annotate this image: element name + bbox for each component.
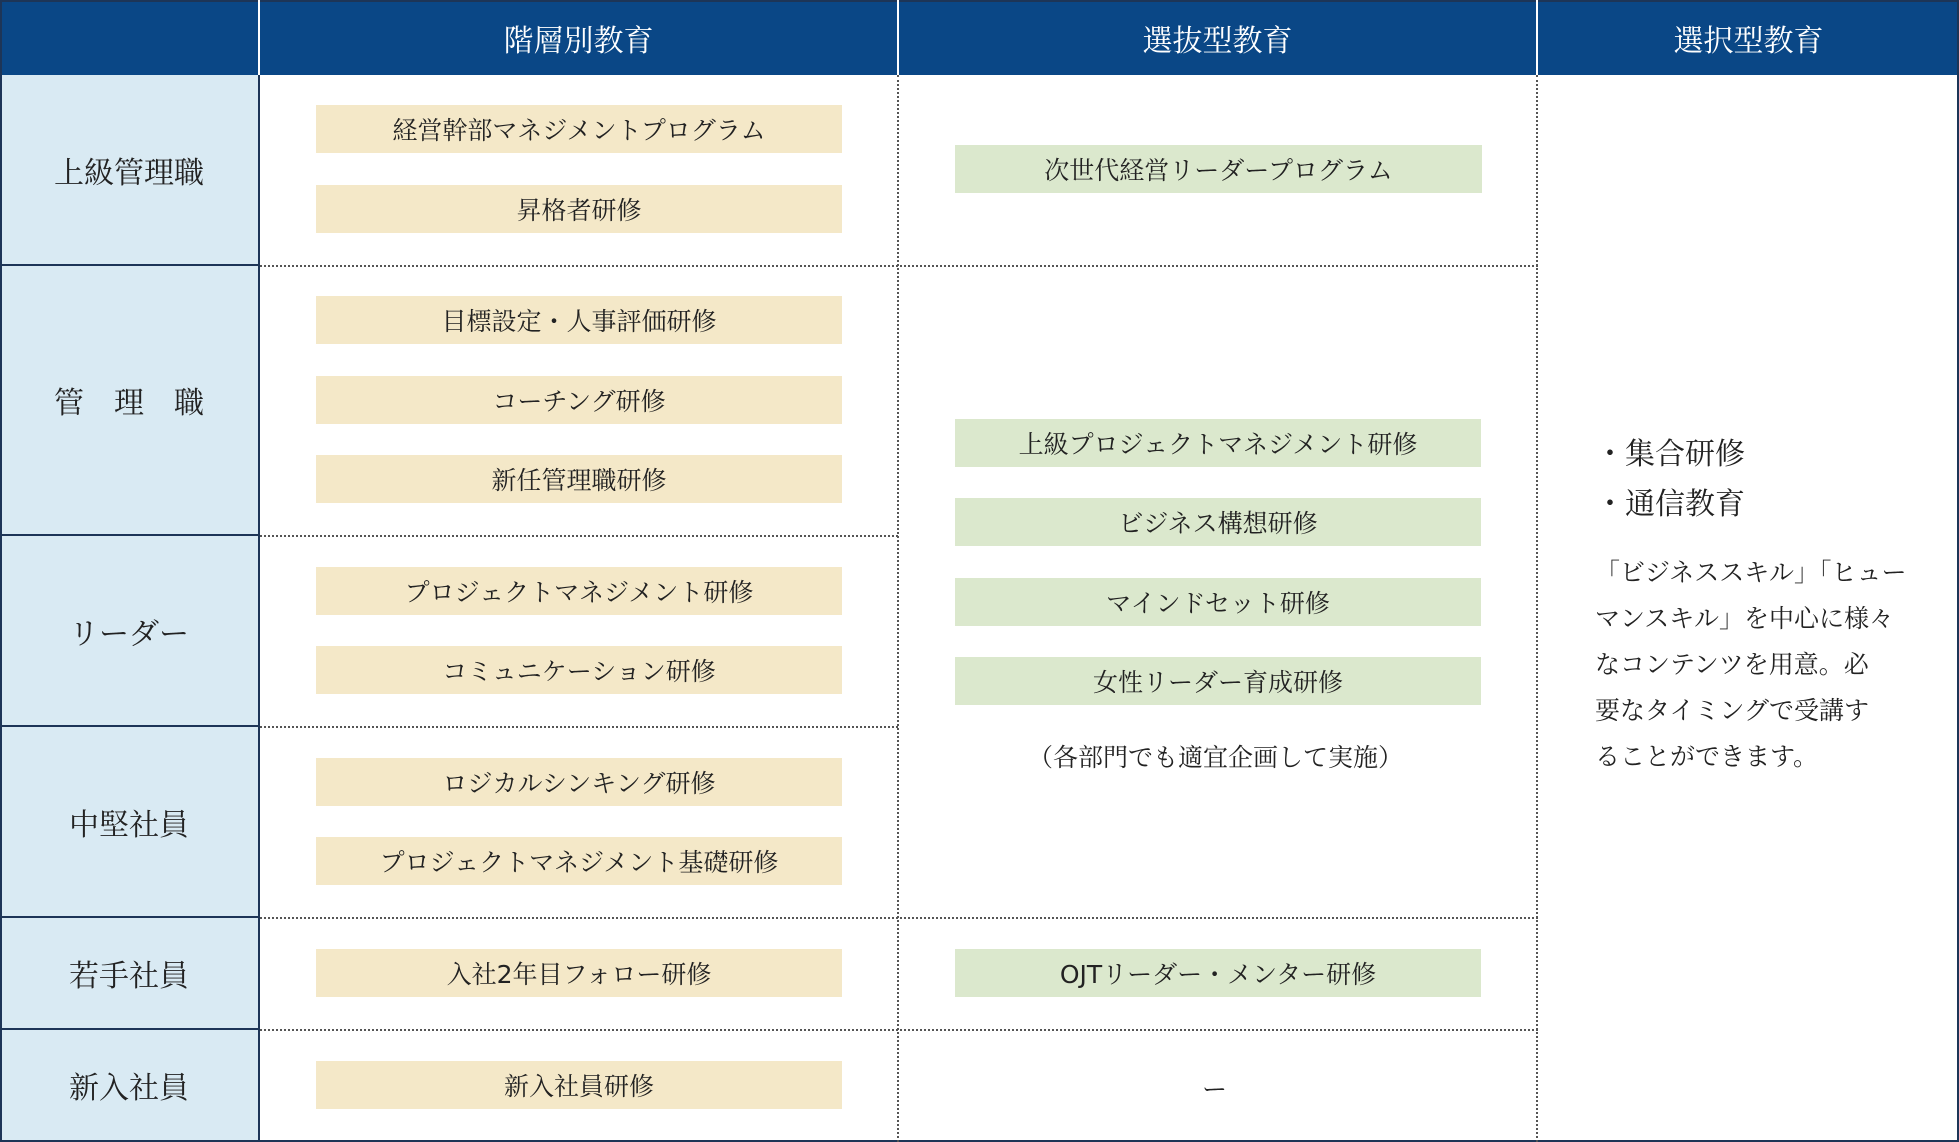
header-corner [0,0,258,75]
stratified-item: プロジェクトマネジメント基礎研修 [316,837,842,885]
selective-item: 上級プロジェクトマネジメント研修 [955,419,1481,467]
stratified-item: プロジェクトマネジメント研修 [316,567,842,615]
level-divider [0,725,260,727]
stratified-item: 昇格者研修 [316,185,842,233]
header-selective: 選抜型教育 [899,0,1536,75]
level-leader: リーダー [0,535,258,726]
stratified-item: 新任管理職研修 [316,455,842,503]
row-divider-dashed [260,917,1538,919]
row-divider-dashed [260,726,898,728]
selective-item: ビジネス構想研修 [955,498,1481,546]
row-divider-dashed [260,535,898,537]
level-new-employee: 新入社員 [0,1029,258,1140]
elective-description [1595,550,1935,780]
level-senior-manager: 上級管理職 [0,75,258,265]
header-divider [258,0,260,75]
level-young-employee: 若手社員 [0,917,258,1029]
row-divider-dashed [260,1029,1538,1031]
elective-line: マンスキル」を中心に様々 [1595,604,1895,633]
elective-line: 要なタイミングで受講す [1595,696,1870,725]
level-divider [0,534,260,536]
level-manager: 管 理 職 [0,265,258,535]
level-divider [0,916,260,918]
header-divider [897,0,899,75]
stratified-item: ロジカルシンキング研修 [316,758,842,806]
elective-bullet: ・通信教育 [1595,487,1745,522]
level-divider [0,264,260,266]
column-divider-dashed [897,75,899,1142]
level-column-edge [258,75,260,1142]
header-elective: 選択型教育 [1538,0,1959,75]
elective-bullets [1595,430,1935,530]
selective-item: 女性リーダー育成研修 [955,657,1481,705]
elective-line: 「ビジネススキル」「ヒュー [1595,558,1907,587]
column-divider-dashed [1536,75,1538,1142]
stratified-item: 新入社員研修 [316,1061,842,1109]
selective-none-dash: ー [1202,1075,1228,1104]
selective-item: OJTリーダー・メンター研修 [955,949,1481,997]
header-divider [1536,0,1538,75]
elective-bullet: ・集合研修 [1595,437,1745,472]
stratified-item: 入社2年目フォロー研修 [316,949,842,997]
elective-line: なコンテンツを用意。必 [1595,650,1869,679]
row-divider-dashed [260,265,1538,267]
stratified-item: コミュニケーション研修 [316,646,842,694]
stratified-item: 目標設定・人事評価研修 [316,296,842,344]
table-border-left [0,0,2,1142]
level-mid-career: 中堅社員 [0,726,258,917]
selective-item: 次世代経営リーダープログラム [955,145,1482,193]
elective-line: ることができます。 [1595,742,1819,771]
selective-item: マインドセット研修 [955,578,1481,626]
table-border-top [0,0,1959,2]
header-stratified: 階層別教育 [260,0,897,75]
level-divider [0,1028,260,1030]
stratified-item: 経営幹部マネジメントプログラム [316,105,842,153]
stratified-item: コーチング研修 [316,376,842,424]
selective-note: （各部門でも適宜企画して実施） [1028,743,1404,772]
